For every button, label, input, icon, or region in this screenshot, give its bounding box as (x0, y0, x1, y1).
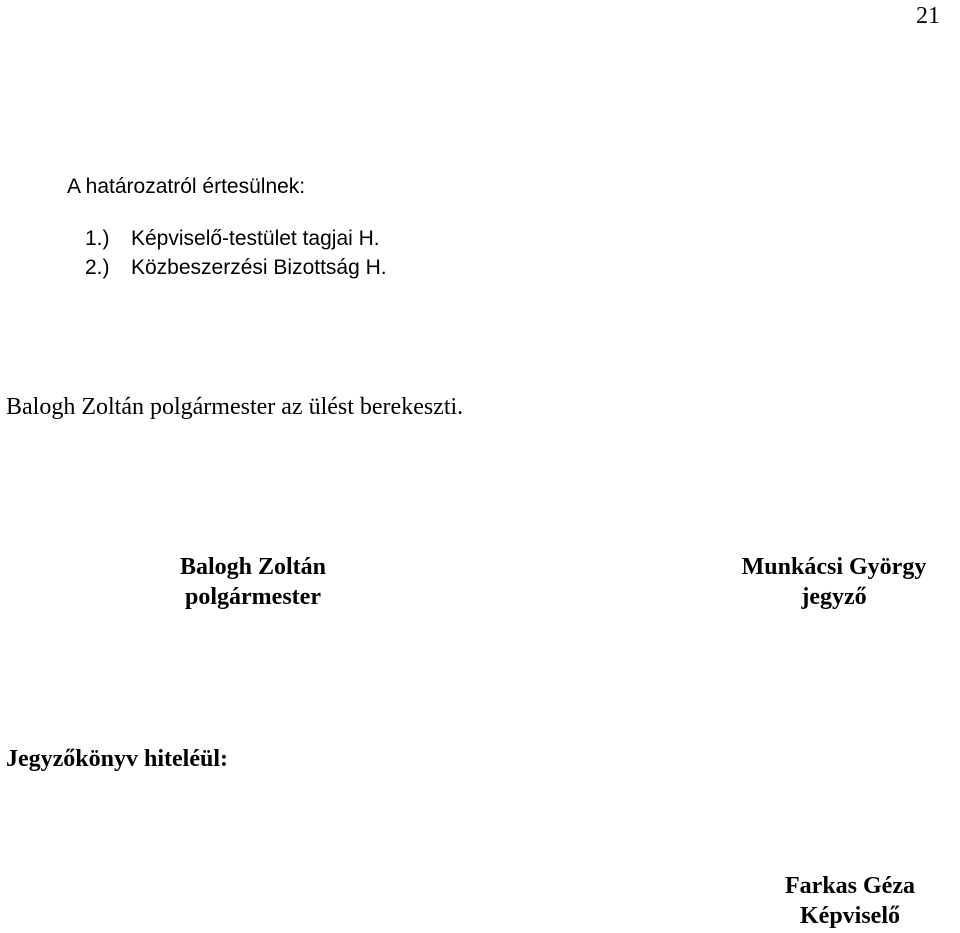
page-number: 21 (916, 3, 940, 29)
representative-signature-block (760, 871, 940, 931)
list-item (85, 224, 387, 253)
mayor-signature-block (133, 552, 373, 612)
closing-statement: Balogh Zoltán polgármester az ülést berekeszti. (6, 394, 464, 420)
list-item (85, 253, 387, 282)
recipient-list (85, 224, 387, 282)
mayor-name: Balogh Zoltán (179, 554, 327, 580)
representative-name: Farkas Géza (785, 873, 915, 899)
notary-name: Munkácsi György (741, 554, 927, 580)
representative-title: Képviselő (800, 903, 900, 929)
mayor-title: polgármester (185, 584, 321, 610)
certification-heading: Jegyzőkönyv hiteléül: (6, 746, 228, 772)
notary-title: jegyző (801, 584, 867, 610)
list-item-number: 2.) (85, 256, 110, 279)
list-item-text: Képviselő-testület tagjai H. (131, 227, 380, 250)
notice-heading: A határozatról értesülnek: (67, 175, 306, 198)
notary-signature-block (728, 552, 940, 612)
list-item-text: Közbeszerzési Bizottság H. (131, 256, 387, 279)
list-item-number: 1.) (85, 227, 110, 250)
